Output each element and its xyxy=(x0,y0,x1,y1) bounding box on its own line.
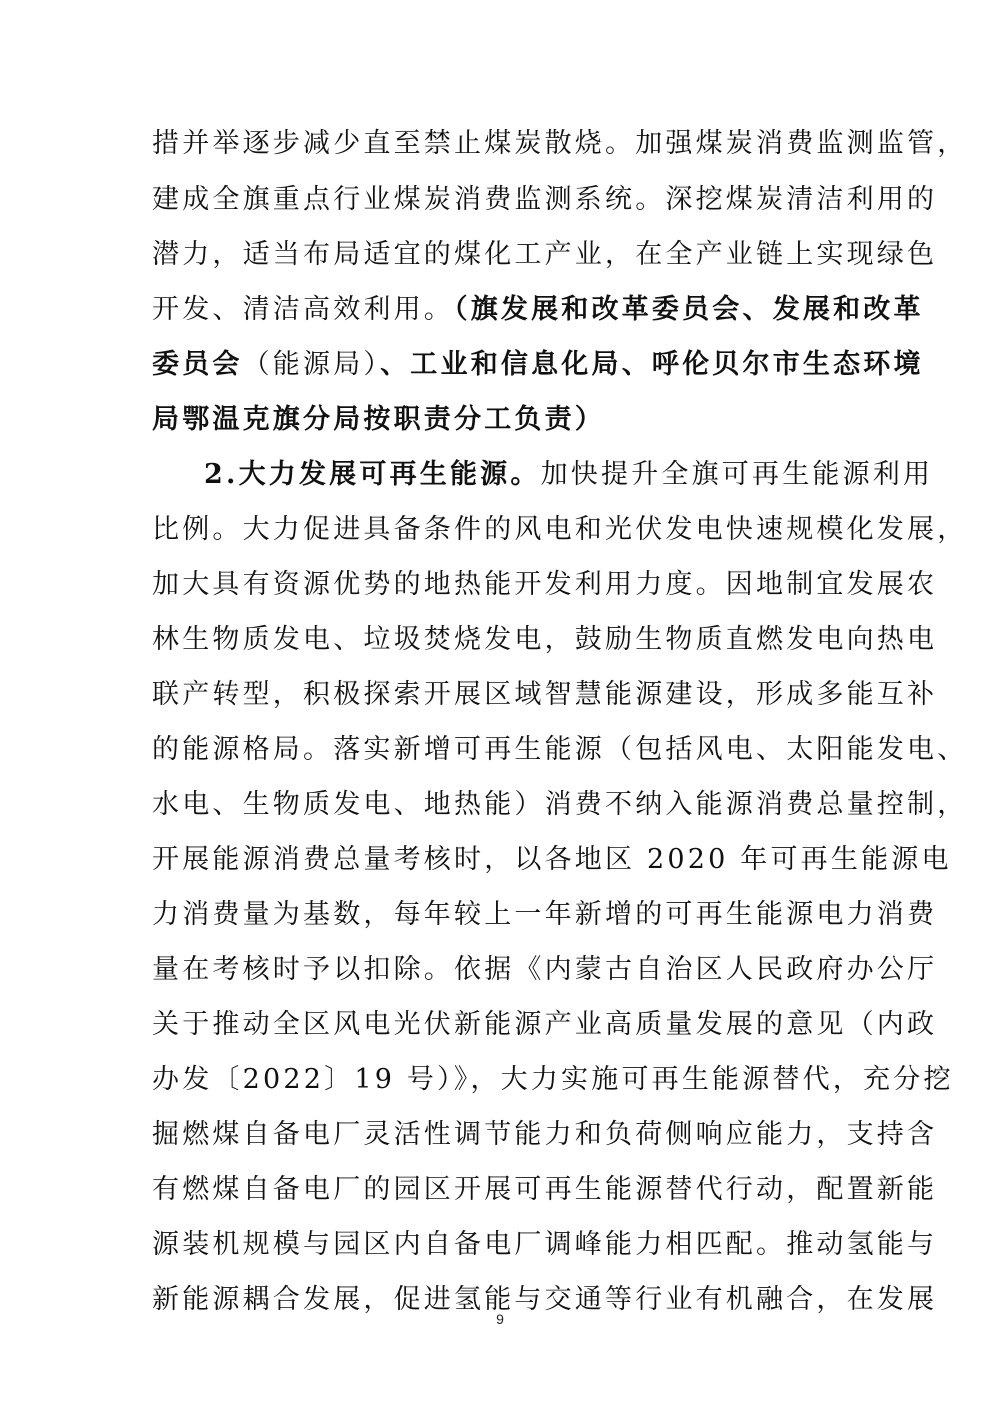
text-line xyxy=(152,345,924,385)
responsible-agency-text: 委员会 xyxy=(152,349,243,380)
text-line: 措并举逐步减少直至禁止煤炭散烧。加强煤炭消费监测监管， xyxy=(152,128,968,159)
text-segment: 加快提升全旗可再生能源利用 xyxy=(540,459,934,490)
text-line: 力消费量为基数，每年较上一年新增的可再生能源电力消费 xyxy=(152,899,938,930)
text-line: 联产转型，积极探索开展区域智慧能源建设，形成多能互补 xyxy=(152,679,938,710)
text-line: 加大具有资源优势的地热能开发利用力度。因地制宜发展农 xyxy=(152,569,938,600)
text-line: 新能源耦合发展，促进氢能与交通等行业有机融合，在发展 xyxy=(152,1284,938,1315)
text-line: 水电、生物质发电、地热能）消费不纳入能源消费总量控制， xyxy=(152,789,968,820)
text-segment: （能源局） xyxy=(242,349,381,380)
text-line: 办发〔2022〕19 号）》，大力实施可再生能源替代，充分挖 xyxy=(152,1064,954,1095)
text-line: 量在考核时予以扣除。依据《内蒙古自治区人民政府办公厅 xyxy=(152,954,938,985)
text-line: 建成全旗重点行业煤炭消费监测系统。深挖煤炭清洁利用的 xyxy=(152,184,938,215)
page-number: 9 xyxy=(496,1311,504,1327)
section-heading: 2.大力发展可再生能源。 xyxy=(204,459,541,490)
responsible-agency-text: （旗发展和改革委员会、发展和改革 xyxy=(454,294,924,325)
text-line: 的能源格局。落实新增可再生能源（包括风电、太阳能发电、 xyxy=(152,734,968,765)
text-line: 潜力，适当布局适宜的煤化工产业，在全产业链上实现绿色 xyxy=(152,239,938,270)
text-line: 林生物质发电、垃圾焚烧发电，鼓励生物质直燃发电向热电 xyxy=(152,624,938,655)
text-line xyxy=(204,455,934,495)
text-line: 掘燃煤自备电厂灵活性调节能力和负荷侧响应能力，支持含 xyxy=(152,1119,938,1150)
text-line: 有燃煤自备电厂的园区开展可再生能源替代行动，配置新能 xyxy=(152,1174,938,1205)
text-segment: 开发、清洁高效利用。 xyxy=(152,294,454,325)
text-line: 开展能源消费总量考核时，以各地区 2020 年可再生能源电 xyxy=(152,844,952,875)
responsible-agency-text: 、工业和信息化局、呼伦贝尔市生态环境 xyxy=(380,349,924,380)
responsible-agency-text: 局鄂温克旗分局按职责分工负责） xyxy=(152,404,605,435)
text-line: 源装机规模与园区内自备电厂调峰能力相匹配。推动氢能与 xyxy=(152,1229,938,1260)
text-line xyxy=(152,290,924,330)
text-line: 比例。大力促进具备条件的风电和光伏发电快速规模化发展， xyxy=(152,514,968,545)
text-line: 关于推动全区风电光伏新能源产业高质量发展的意见（内政 xyxy=(152,1009,938,1040)
